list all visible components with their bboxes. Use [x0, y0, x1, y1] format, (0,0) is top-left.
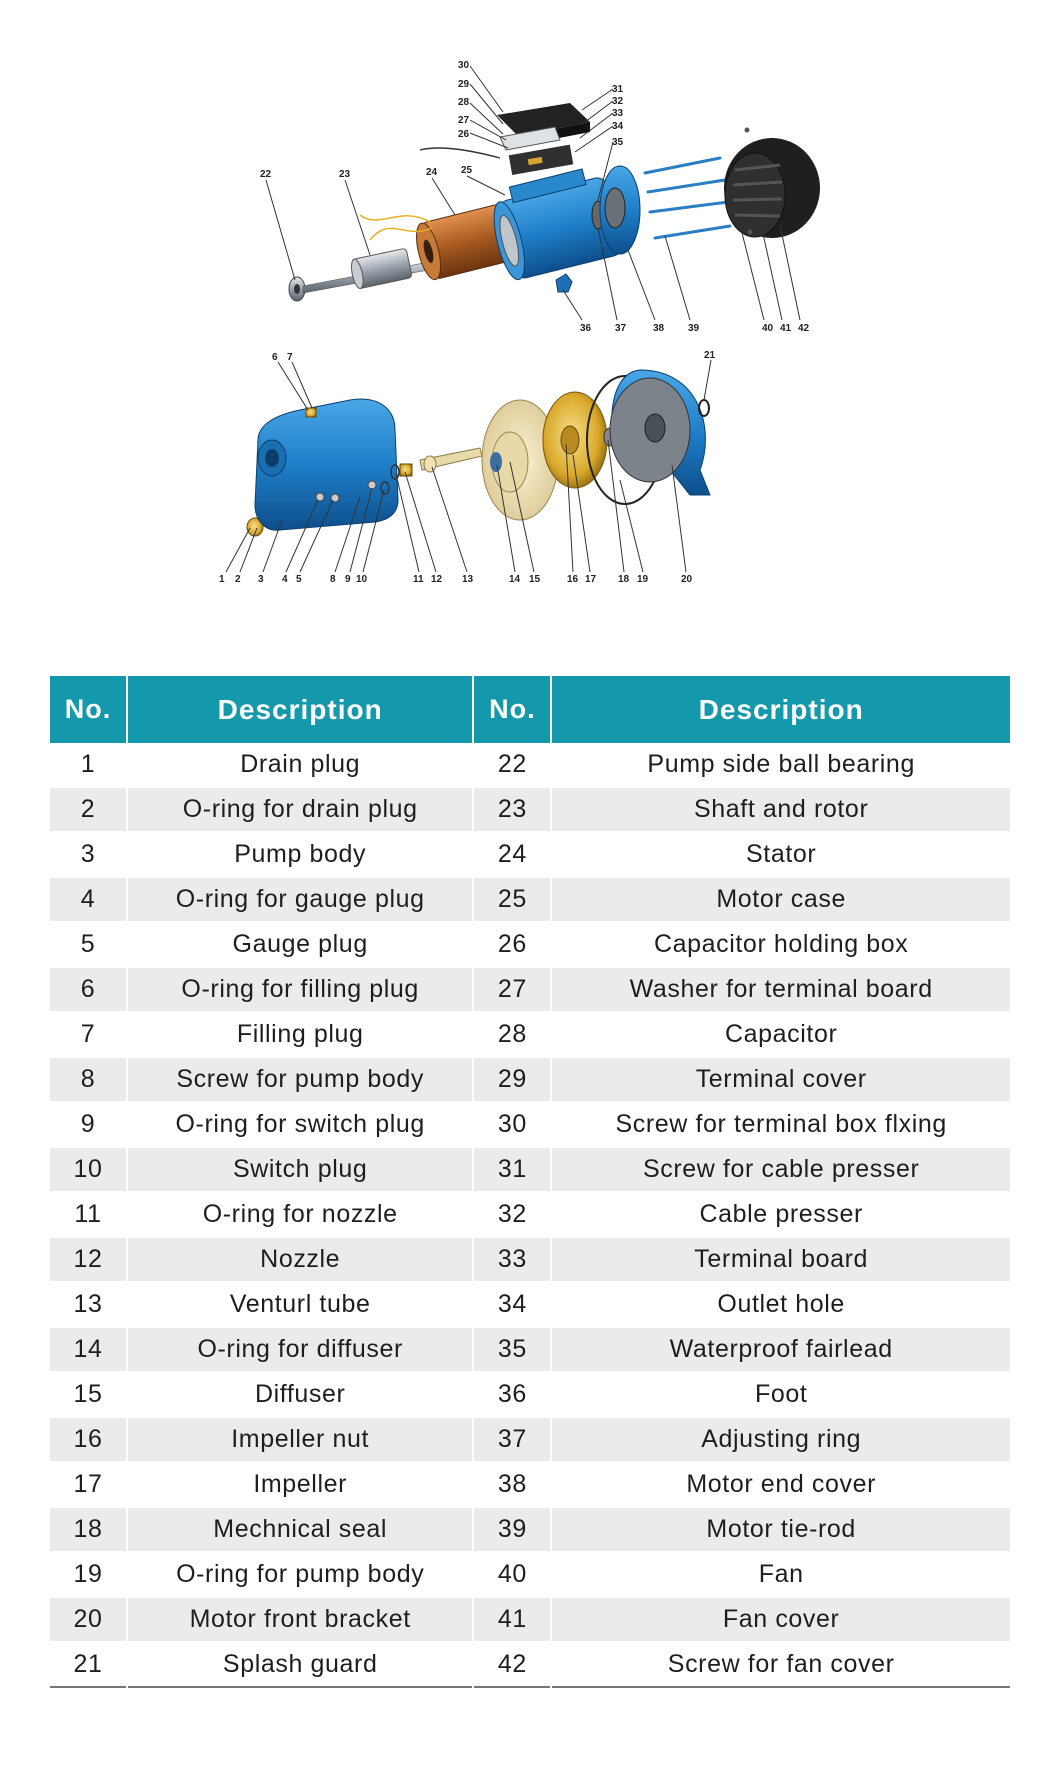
part-number-cell: 34 [474, 1283, 550, 1328]
callout-40: 40 [762, 323, 774, 334]
part-description-cell: Cable presser [552, 1193, 1010, 1238]
part-description-cell: Capacitor [552, 1013, 1010, 1058]
part-description-cell: O-ring for filling plug [128, 968, 472, 1013]
callout-24: 24 [426, 167, 438, 178]
part-number-cell: 16 [50, 1418, 126, 1463]
table-row [50, 1598, 1010, 1643]
pump-assembly-illustration [247, 370, 710, 536]
table-row [50, 1283, 1010, 1328]
table-row [50, 1148, 1010, 1193]
part-number-cell: 12 [50, 1238, 126, 1283]
part-description-cell: Filling plug [128, 1013, 472, 1058]
part-description-cell: O-ring for drain plug [128, 788, 472, 833]
part-description-cell: Washer for terminal board [552, 968, 1010, 1013]
part-number-cell: 31 [474, 1148, 550, 1193]
part-description-cell: Motor end cover [552, 1463, 1010, 1508]
part-number-cell: 4 [50, 878, 126, 923]
callout-16: 16 [567, 574, 579, 585]
callout-26: 26 [458, 129, 470, 140]
callout-7: 7 [287, 352, 293, 363]
part-description-cell: Motor case [552, 878, 1010, 923]
table-row [50, 1193, 1010, 1238]
parts-table-container [50, 676, 1010, 1688]
part-description-cell: Nozzle [128, 1238, 472, 1283]
callout-21: 21 [704, 350, 716, 361]
callout-36: 36 [580, 323, 592, 334]
callout-1: 1 [219, 574, 225, 585]
callout-15: 15 [529, 574, 541, 585]
part-number-cell: 25 [474, 878, 550, 923]
part-number-cell: 37 [474, 1418, 550, 1463]
part-description-cell: Waterproof fairlead [552, 1328, 1010, 1373]
part-description-cell: Diffuser [128, 1373, 472, 1418]
part-description-cell: Impeller [128, 1463, 472, 1508]
table-row [50, 1643, 1010, 1688]
callout-5: 5 [296, 574, 302, 585]
callout-35: 35 [612, 137, 624, 148]
header-description-right: Description [552, 676, 1010, 743]
part-description-cell: Screw for cable presser [552, 1148, 1010, 1193]
part-number-cell: 27 [474, 968, 550, 1013]
part-description-cell: O-ring for gauge plug [128, 878, 472, 923]
table-row [50, 1328, 1010, 1373]
part-number-cell: 36 [474, 1373, 550, 1418]
part-description-cell: Stator [552, 833, 1010, 878]
part-number-cell: 24 [474, 833, 550, 878]
part-number-cell: 26 [474, 923, 550, 968]
callout-11: 11 [413, 574, 424, 585]
callout-6: 6 [272, 352, 278, 363]
exploded-view-diagram [0, 0, 1060, 640]
part-description-cell: Motor tie-rod [552, 1508, 1010, 1553]
part-number-cell: 20 [50, 1598, 126, 1643]
callout-17: 17 [585, 574, 597, 585]
part-number-cell: 33 [474, 1238, 550, 1283]
part-number-cell: 2 [50, 788, 126, 833]
part-description-cell: Impeller nut [128, 1418, 472, 1463]
callout-41: 41 [780, 323, 792, 334]
callout-8: 8 [330, 574, 336, 585]
part-description-cell: Fan [552, 1553, 1010, 1598]
part-description-cell: Fan cover [552, 1598, 1010, 1643]
part-number-cell: 14 [50, 1328, 126, 1373]
part-description-cell: Pump side ball bearing [552, 743, 1010, 788]
part-number-cell: 21 [50, 1643, 126, 1688]
callout-9: 9 [345, 574, 351, 585]
part-description-cell: O-ring for pump body [128, 1553, 472, 1598]
part-number-cell: 18 [50, 1508, 126, 1553]
part-description-cell: Splash guard [128, 1643, 472, 1688]
table-header-row [50, 676, 1010, 743]
part-number-cell: 17 [50, 1463, 126, 1508]
callout-18: 18 [618, 574, 630, 585]
table-row [50, 788, 1010, 833]
part-description-cell: O-ring for switch plug [128, 1103, 472, 1148]
callout-37: 37 [615, 323, 627, 334]
callout-42: 42 [798, 323, 810, 334]
callout-14: 14 [509, 574, 521, 585]
part-description-cell: O-ring for nozzle [128, 1193, 472, 1238]
part-description-cell: Drain plug [128, 743, 472, 788]
part-description-cell: Screw for fan cover [552, 1643, 1010, 1688]
part-description-cell: Gauge plug [128, 923, 472, 968]
table-body [50, 743, 1010, 1688]
table-row [50, 878, 1010, 923]
table-row [50, 833, 1010, 878]
part-description-cell: Screw for terminal box flxing [552, 1103, 1010, 1148]
callout-30: 30 [458, 60, 470, 71]
callout-13: 13 [462, 574, 474, 585]
callout-19: 19 [637, 574, 649, 585]
part-number-cell: 41 [474, 1598, 550, 1643]
part-number-cell: 29 [474, 1058, 550, 1103]
callout-39: 39 [688, 323, 700, 334]
part-number-cell: 32 [474, 1193, 550, 1238]
part-description-cell: Mechnical seal [128, 1508, 472, 1553]
part-description-cell: Terminal board [552, 1238, 1010, 1283]
part-description-cell: Outlet hole [552, 1283, 1010, 1328]
callout-10: 10 [356, 574, 368, 585]
part-number-cell: 9 [50, 1103, 126, 1148]
callout-38: 38 [653, 323, 665, 334]
callout-12: 12 [431, 574, 443, 585]
callout-3: 3 [258, 574, 264, 585]
callout-33: 33 [612, 108, 624, 119]
part-number-cell: 1 [50, 743, 126, 788]
callout-31: 31 [612, 84, 624, 95]
exploded-view-svg [0, 0, 1060, 640]
table-row [50, 923, 1010, 968]
part-description-cell: Switch plug [128, 1148, 472, 1193]
part-number-cell: 3 [50, 833, 126, 878]
part-number-cell: 30 [474, 1103, 550, 1148]
table-row [50, 1103, 1010, 1148]
part-number-cell: 15 [50, 1373, 126, 1418]
callout-32: 32 [612, 96, 624, 107]
header-description-left: Description [128, 676, 472, 743]
callout-2: 2 [235, 574, 241, 585]
callout-29: 29 [458, 79, 470, 90]
callout-22: 22 [260, 169, 272, 180]
part-number-cell: 39 [474, 1508, 550, 1553]
table-row [50, 1463, 1010, 1508]
part-description-cell: Capacitor holding box [552, 923, 1010, 968]
table-row [50, 1553, 1010, 1598]
part-number-cell: 11 [50, 1193, 126, 1238]
part-number-cell: 6 [50, 968, 126, 1013]
header-no-left: No. [50, 676, 126, 743]
part-number-cell: 42 [474, 1643, 550, 1688]
part-description-cell: Terminal cover [552, 1058, 1010, 1103]
parts-table [48, 676, 1012, 1688]
part-number-cell: 13 [50, 1283, 126, 1328]
part-description-cell: Venturl tube [128, 1283, 472, 1328]
part-number-cell: 23 [474, 788, 550, 833]
callout-27: 27 [458, 115, 470, 126]
table-row [50, 1373, 1010, 1418]
table-row [50, 1508, 1010, 1553]
table-row [50, 1418, 1010, 1463]
part-number-cell: 40 [474, 1553, 550, 1598]
callout-34: 34 [612, 121, 624, 132]
table-row [50, 968, 1010, 1013]
part-description-cell: Screw for pump body [128, 1058, 472, 1103]
motor-assembly-illustration [289, 103, 820, 301]
part-number-cell: 19 [50, 1553, 126, 1598]
part-number-cell: 8 [50, 1058, 126, 1103]
part-description-cell: Adjusting ring [552, 1418, 1010, 1463]
header-no-right: No. [474, 676, 550, 743]
table-row [50, 1013, 1010, 1058]
part-number-cell: 38 [474, 1463, 550, 1508]
callout-20: 20 [681, 574, 693, 585]
table-row [50, 743, 1010, 788]
table-row [50, 1238, 1010, 1283]
part-description-cell: Pump body [128, 833, 472, 878]
part-description-cell: Shaft and rotor [552, 788, 1010, 833]
part-number-cell: 5 [50, 923, 126, 968]
part-number-cell: 35 [474, 1328, 550, 1373]
part-number-cell: 28 [474, 1013, 550, 1058]
table-row [50, 1058, 1010, 1103]
part-description-cell: Foot [552, 1373, 1010, 1418]
callout-23: 23 [339, 169, 351, 180]
part-description-cell: Motor front bracket [128, 1598, 472, 1643]
part-number-cell: 7 [50, 1013, 126, 1058]
part-number-cell: 10 [50, 1148, 126, 1193]
callout-28: 28 [458, 97, 470, 108]
part-description-cell: O-ring for diffuser [128, 1328, 472, 1373]
part-number-cell: 22 [474, 743, 550, 788]
callout-4: 4 [282, 574, 288, 585]
callout-25: 25 [461, 165, 473, 176]
